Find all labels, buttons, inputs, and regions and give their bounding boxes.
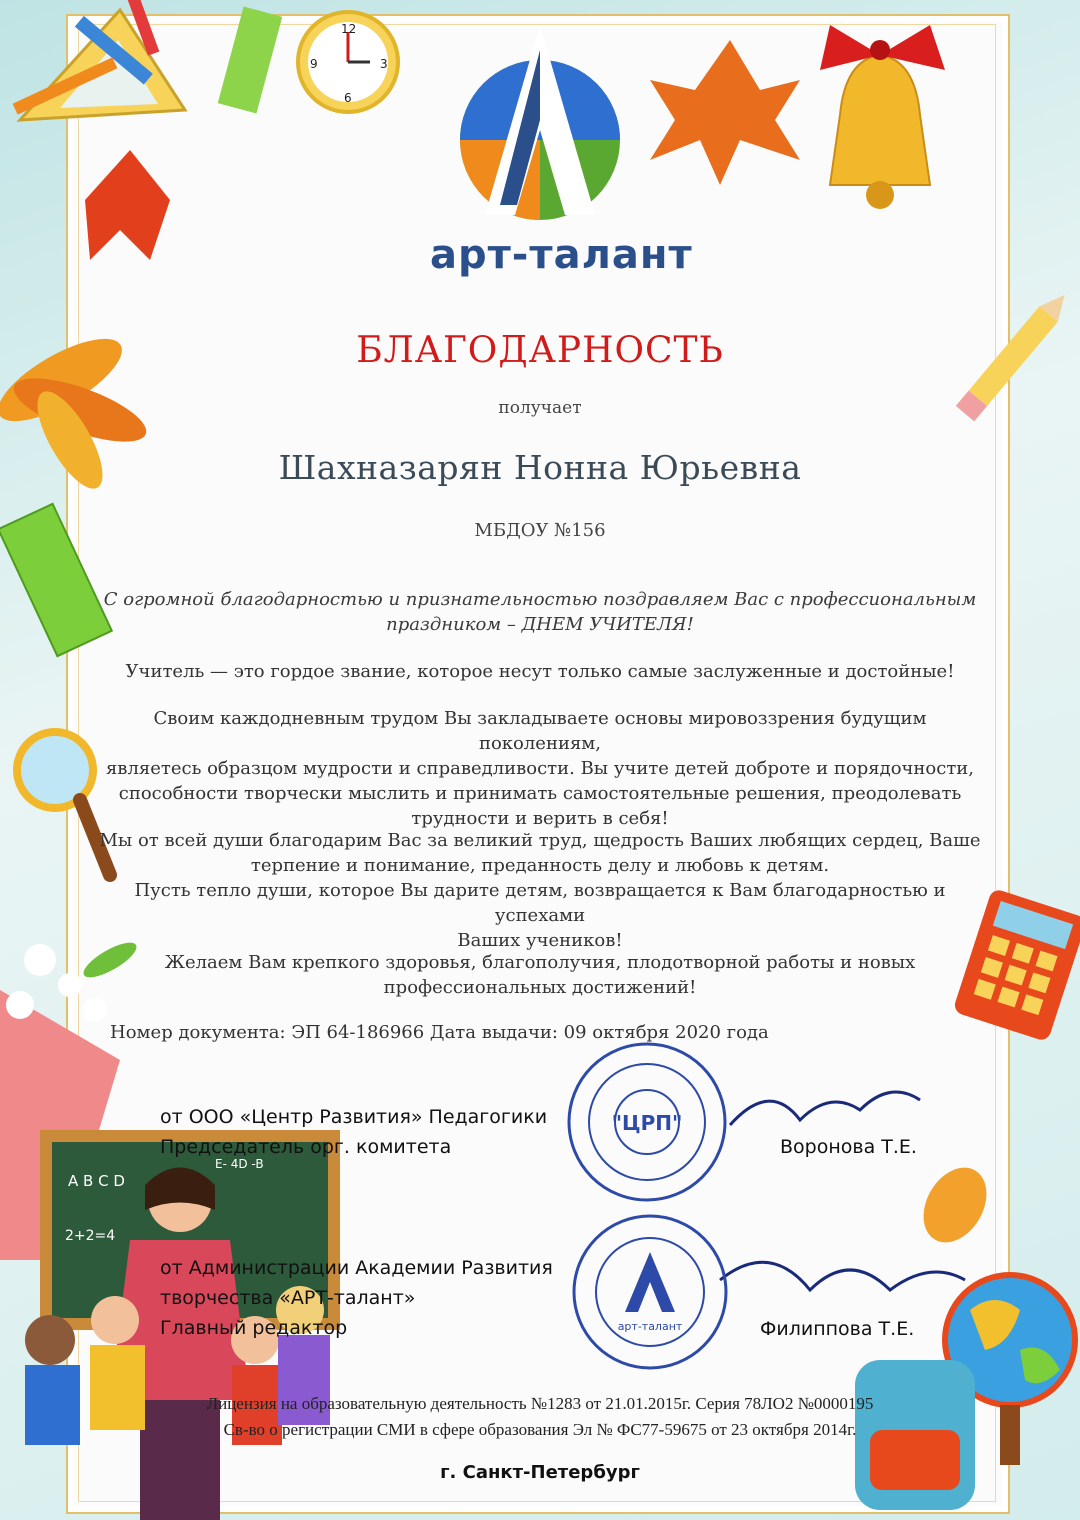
green-ruler-icon xyxy=(218,7,283,114)
receives-label: получает xyxy=(498,398,582,418)
maple-leaf-icon xyxy=(650,40,800,185)
board-letters: A B C D xyxy=(68,1172,125,1190)
signatory-2-block: от Администрации Академии Развития творчества «АРТ-талант» Главный редактор xyxy=(160,1257,553,1339)
stamp-art-talant-icon xyxy=(570,1212,730,1372)
signature-voronova-icon xyxy=(730,1092,920,1125)
stamp2-center-text: арт-талант xyxy=(617,1320,683,1333)
document-number: Номер документа: ЭП 64-186966 Дата выдачи: 09 октября 2020 года xyxy=(110,1022,769,1043)
stamp1-center-text: "ЦРП" xyxy=(611,1111,683,1135)
city-label: г. Санкт-Петербург xyxy=(440,1462,640,1483)
red-leaf-icon xyxy=(85,150,170,260)
license-info: Лицензия на образовательную деятельность №1283 от 21.01.2015г. Серия 78ЛО2 №0000195 Св-во о регистрации СМИ в сфере образования Эл № ФС77-59675 от 23 октября 2014г. xyxy=(206,1394,874,1439)
bell-icon xyxy=(820,25,945,209)
recipient-name: Шахназарян Нонна Юрьевна xyxy=(278,448,802,487)
autumn-leaf-icon xyxy=(911,1156,999,1253)
svg-text:6: 6 xyxy=(344,91,352,105)
signatory-2-name: Филиппова Т.Е. xyxy=(760,1318,915,1340)
logo-text: арт-талант xyxy=(430,232,693,278)
board-formula: E- 4D -B xyxy=(215,1157,264,1171)
signature-filippova-icon xyxy=(720,1262,965,1290)
clock-icon xyxy=(298,12,398,112)
svg-text:9: 9 xyxy=(310,57,318,71)
svg-text:3: 3 xyxy=(380,57,388,71)
paragraph-gratitude: Мы от всей души благодарим Вас за великий труд, щедрость Ваших любящих сердец, Ваше терпение и понимание, преданность делу и любовь к детям. Пусть тепло души, которое Вы дарите детям, возвращается к Вам благодарностью и успехами Ваших учеников! xyxy=(99,830,981,951)
recipient-organization: МБДОУ №156 xyxy=(474,520,606,541)
paragraph-wishes: Желаем Вам крепкого здоровья, благополучия, плодотворной работы и новых профессиональных достижений! xyxy=(164,952,916,998)
art-talant-logo-icon xyxy=(455,20,625,220)
paragraph-teacher-title: Учитель — это гордое звание, которое несут только самые заслуженные и достойные! xyxy=(125,661,955,682)
board-equation: 2+2=4 xyxy=(65,1228,116,1244)
signatory-1-block: от ООО «Центр Развития» Педагогики Председатель орг. комитета xyxy=(160,1106,548,1158)
signatory-1-name: Воронова Т.Е. xyxy=(780,1136,917,1158)
svg-text:12: 12 xyxy=(341,22,357,36)
paragraph-daily-work: Своим каждодневным трудом Вы закладываете основы мировоззрения будущим поколениям, являетесь образцом мудрости и справедливости. Вы учите детей доброте и порядочности, способности творчески мыслить и принимать самостоятельные решения, преодолевать трудности и верить в себя! xyxy=(105,708,975,829)
paragraph-congratulation: С огромной благодарностью и признательностью поздравляем Вас с профессиональным праздником – ДНЕМ УЧИТЕЛЯ! xyxy=(103,589,977,635)
stamp-crp-icon xyxy=(565,1040,730,1205)
certificate-title: БЛАГОДАРНОСТЬ xyxy=(356,330,724,371)
